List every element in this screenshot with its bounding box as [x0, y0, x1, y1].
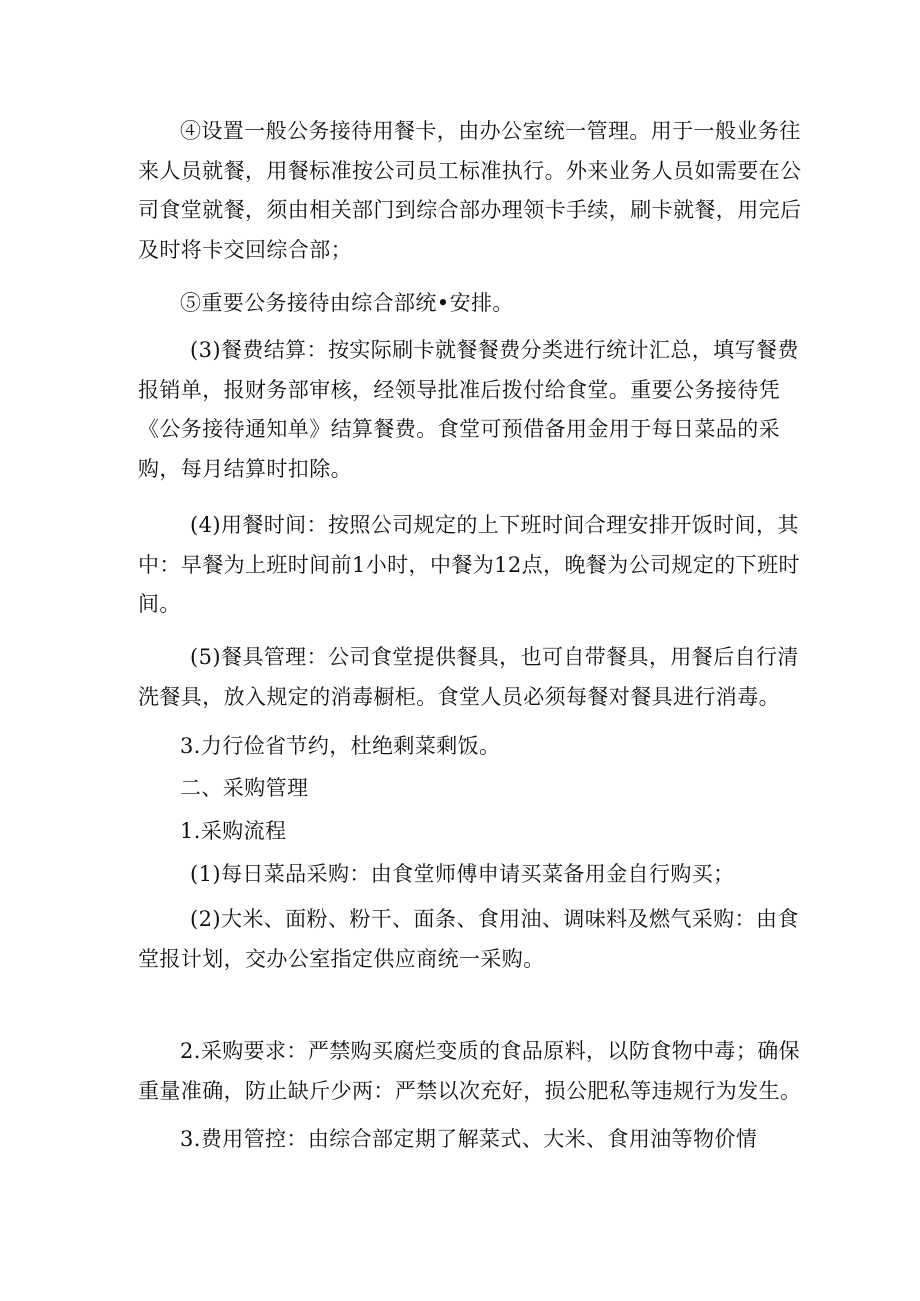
paragraph-meal-time: (4)用餐时间：按照公司规定的上下班时间合理安排开饭时间，其中：早餐为上班时间前1小时，中餐为12点，晚餐为公司规定的下班时间。	[138, 513, 800, 616]
paragraph-procurement-requirements: 2.采购要求：严禁购买腐烂变质的食品原料，以防食物中毒；确保重量准确，防止缺斤少两：严禁以次充好，损公肥私等违规行为发生。	[138, 1039, 802, 1103]
paragraph-cost-control: 3.费用管控：由综合部定期了解菜式、大米、食用油等物价情	[180, 1127, 758, 1151]
paragraph-daily-vegetable-purchase: (1)每日菜品采购：由食堂师傅申请买菜备用金自行购买；	[190, 862, 735, 886]
paragraph-reception-meal-card: ④设置一般公务接待用餐卡，由办公室统一管理。用于一般业务往来人员就餐，用餐标准按公司员工标准执行。外来业务人员如需要在公司食堂就餐，须由相关部门到综合部办理领卡手续，刷卡就餐，用完后及时将卡交回综合部；	[138, 119, 802, 262]
paragraph-staple-purchase: (2)大米、面粉、粉干、面条、食用油、调味料及燃气采购：由食堂报计划，交办公室指定供应商统一采购。	[138, 907, 799, 971]
paragraph-tableware-management: (5)餐具管理：公司食堂提供餐具，也可自带餐具，用餐后自行清洗餐具，放入规定的消毒橱柜。食堂人员必须每餐对餐具进行消毒。	[138, 645, 799, 709]
subheading-procurement-process: 1.采购流程	[180, 819, 287, 843]
section-heading-procurement: 二、采购管理	[180, 776, 309, 800]
paragraph-meal-settlement: (3)餐费结算：按实际刷卡就餐餐费分类进行统计汇总，填写餐费报销单，报财务部审核，经领导批准后拨付给食堂。重要公务接待凭《公务接待通知单》结算餐费。食堂可预借备用金用于每日菜品的采购，每月结算时扣除。	[138, 338, 799, 481]
paragraph-important-reception: ⑤重要公务接待由综合部统•安排。	[180, 291, 514, 315]
paragraph-frugality: 3.力行俭省节约，杜绝剩菜剩饭。	[180, 734, 501, 758]
